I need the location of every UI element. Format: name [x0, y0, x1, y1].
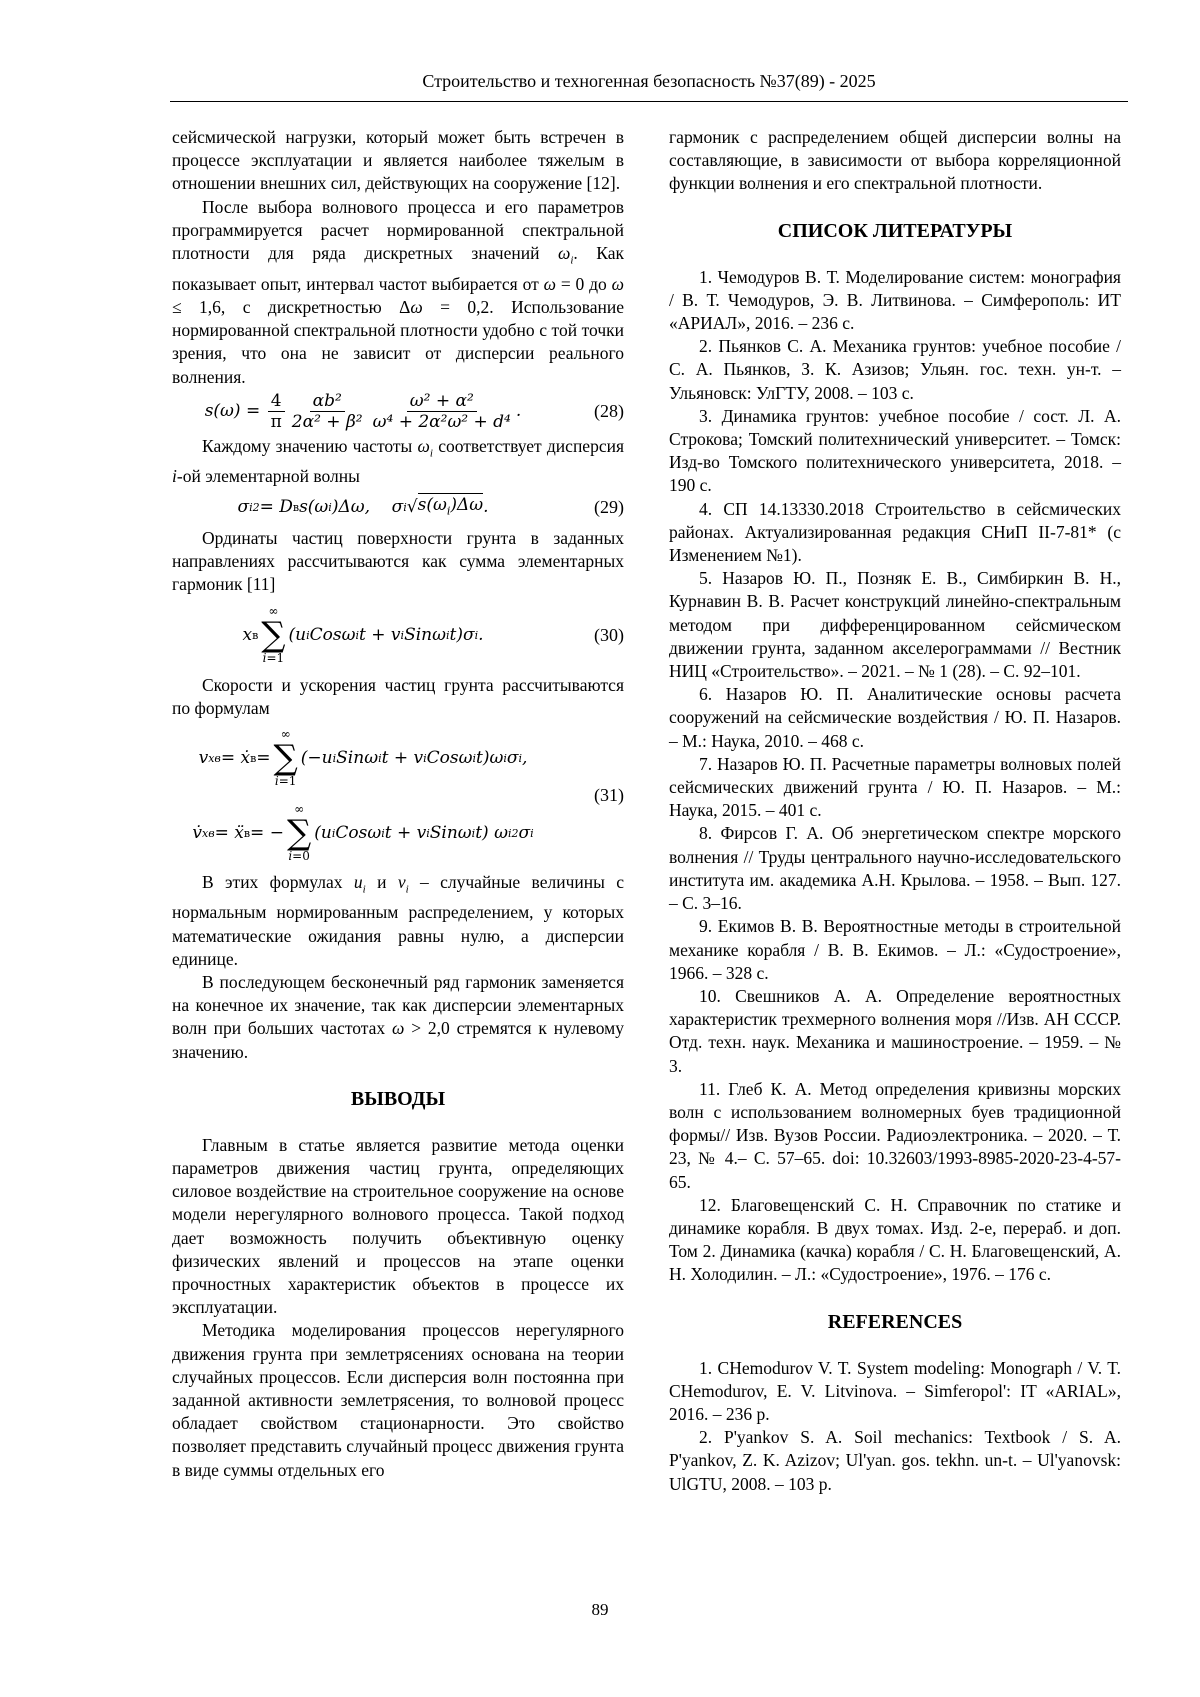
header-rule [170, 101, 1128, 102]
equation-number: (28) [594, 401, 624, 422]
formula: x в ∞ ∑ i=1 (u i Cosω i t + v i Sinω i t)σ i . [242, 604, 484, 666]
paragraph: После выбора волнового процесса и его параметров программируется расчет нормированной спектральной плотности для ряда дискретных значений $\omega_i$. Как показывает опыт, интервал частот выбирается от ω = 0 до ω ≤ 1,6, с дискретностью Δω = 0,2. Использование нормированной спектральной плотности удобно с той точки зрения, что она не зависит от дисперсии реального волнения. [172, 196, 625, 387]
list-item: 1. CHemodurov V. T. System modeling: Monograph / V. T. CHemodurov, E. V. Litvinova. – Simferopol': IT «ARIAL», 2016. – 236 p. [669, 1357, 1121, 1424]
equation-28 [172, 389, 624, 435]
reference-list-ru [669, 266, 1121, 1287]
list-item: 1. Чемодуров В. Т. Моделирование систем: монография / В. Т. Чемодуров, Э. В. Литвинова. – Симферополь: ИТ «АРИАЛ», 2016. – 236 с. [669, 266, 1121, 334]
equation-30 [172, 596, 624, 674]
conclusions-heading: ВЫВОДЫ [350, 1087, 446, 1110]
paragraph: Методика моделирования процессов нерегулярного движения грунта при землетрясениях основана на теории случайных процессов. Если дисперсия волн постоянна при заданной активности землетрясения, то волновой процесс обладает свойством стационарности. Это свойство позволяет представить случайный процесс движения грунта в виде суммы отдельных его [172, 1320, 624, 1480]
equation-31 [172, 721, 624, 871]
paragraph: В последующем бесконечный ряд гармоник заменяется на конечное их значение, так как дисперсии элементарных волн при больших частотах ω > 2,0 стремятся к нулевому значению. [172, 971, 625, 1062]
reference-list-en [669, 1357, 1121, 1496]
equation-number: (29) [594, 497, 624, 518]
formula: v xв = ẋ в = ∞ ∑ i=1 (−u i Sinω i t + v i Cosω i t)ω i σ i , [198, 727, 528, 789]
list-item: 2. Пьянков С. А. Механика грунтов: учебное пособие / С. А. Пьянков, З. К. Азизов; Ульян. гос. техн. ун-т. – Ульяновск: УлГТУ, 2008. – 103 с. [669, 336, 1121, 403]
list-item: 6. Назаров Ю. П. Аналитические основы расчета сооружений на сейсмические воздействия / Ю. П. Назаров. – М.: Наука, 2010. – 468 с. [669, 684, 1121, 751]
right-column [669, 126, 1121, 1496]
list-item: 3. Динамика грунтов: учебное пособие / сост. Л. А. Строкова; Томский политехнический университет. – Томск: Изд-во Томского политехнического университета, 2018. – 190 с. [669, 405, 1121, 496]
journal-header: Строительство и техногенная безопасность №37(89) - 2025 [422, 71, 876, 91]
page-number: 89 [591, 1600, 609, 1619]
paragraph: Главным в статье является развитие метода оценки параметров движения частиц грунта, определяющих силовое воздействие на строительное сооружение на основе модели нерегулярного волнового процесса. Такой подход дает возможность получить объективную оценку физических явлений и процессов на этапе оценки прочностных характеристик объектов в процессе их эксплуатации. [172, 1134, 624, 1318]
list-item: 8. Фирсов Г. А. Об энергетическом спектре морского волнения // Труды центрального научно-исследовательского института им. академика А.Н. Крылова. – 1958. – Вып. 127. – С. 3–16. [669, 823, 1121, 914]
equation-number: (31) [594, 785, 624, 806]
formula: σ i 2 = D в s(ω i )Δω, σ i √ $s(\omega_i)\Delta\omega$ . [172, 489, 554, 527]
list-item: 7. Назаров Ю. П. Расчетные параметры волновых полей сейсмических движений грунта / Ю. П. Назаров. – М.: Наука, 2015. – 401 с. [669, 753, 1121, 821]
formula: v̇ xв = ẍ в = − ∞ ∑ i=0 (u i Cosω i t + v i Sinω i t) ω i 2 σ i [192, 802, 534, 864]
equation-number: (30) [594, 624, 624, 645]
list-item: 11. Глеб К. А. Метод определения кривизны морских волн с использованием волномерных буев традиционной формы// Изв. Вузов России. Радиоэлектроника. – 2020. – Т. 23, № 4.– С. 57–65. doi: 10.32603/1993-8985-2020-23-4-57-65. [669, 1078, 1121, 1192]
list-item: 10. Свешников А. А. Определение вероятностных характеристик трехмерного волнения моря //Изв. АН СССР. Отд. техн. наук. Механика и машиностроение. – 1959. – № 3. [669, 985, 1121, 1076]
paragraph: Скорости и ускорения частиц грунта рассчитываются по формулам [172, 675, 624, 719]
list-item: 4. СП 14.13330.2018 Строительство в сейсмических районах. Актуализированная редакция СНиП II-7-81* (с Изменением №1). [669, 498, 1121, 566]
list-item: 12. Благовещенский С. Н. Справочник по статике и динамике корабля. В двух томах. Изд. 2-е, перераб. и доп. Том 2. Динамика (качка) корабля / С. Н. Благовещенский, А. Н. Холодилин. – Л.: «Судостроение», 1976. – 176 с. [669, 1194, 1121, 1285]
paragraph: гармоник с распределением общей дисперсии волны на составляющие, в зависимости от выбора корреляционной функции волнения и его спектральной плотности. [669, 127, 1121, 194]
list-item: 2. P'yankov S. A. Soil mechanics: Textbook / S. A. P'yankov, Z. K. Azizov; Ul'yan. gos. tekhn. un-t. – Ul'yanovsk: UlGTU, 2008. – 103 p. [669, 1427, 1121, 1494]
paragraph: В этих формулах $u_i$ и $v_i$ – случайные величины с нормальным нормированным распределением, у которых математические ожидания равны нулю, а дисперсии единице. [172, 871, 624, 969]
formula: s(ω) = $\frac{4}{\pi}$ $\frac{\text{αb²}}{\text{2α² + β²}}$ $\frac{\text{ω² + α²}}{\text{ω⁴ + 2α²ω² + d⁴}}$ . [204, 391, 522, 433]
references-ru-heading: СПИСОК ЛИТЕРАТУРЫ [777, 219, 1013, 242]
references-en-heading: REFERENCES [827, 1310, 963, 1333]
left-column [172, 126, 624, 1482]
equation-29 [172, 489, 624, 527]
paragraph: сейсмической нагрузки, который может быть встречен в процессе эксплуатации и является наиболее тяжелым в отношении внешних сил, действующих на сооружение [12]. [172, 127, 624, 194]
list-item: 9. Екимов В. В. Вероятностные методы в строительной механике корабля / В. В. Екимов. – Л.: «Судостроение», 1966. – 328 с. [669, 916, 1121, 983]
paragraph: Каждому значению частоты $\omega_i$ соответствует дисперсия i-ой элементарной волны [172, 435, 625, 487]
list-item: 5. Назаров Ю. П., Позняк Е. В., Симбиркин В. Н., Курнавин В. В. Расчет конструкций линейно-спектральным методом при дифференцированном сейсмическом движении грунта, заданном акселерограммами // Вестник НИЦ «Строительство». – 2021. – № 1 (28). – С. 92–101. [669, 568, 1121, 682]
paragraph: Ординаты частиц поверхности грунта в заданных направлениях рассчитываются как сумма элементарных гармоник [11] [172, 527, 624, 595]
